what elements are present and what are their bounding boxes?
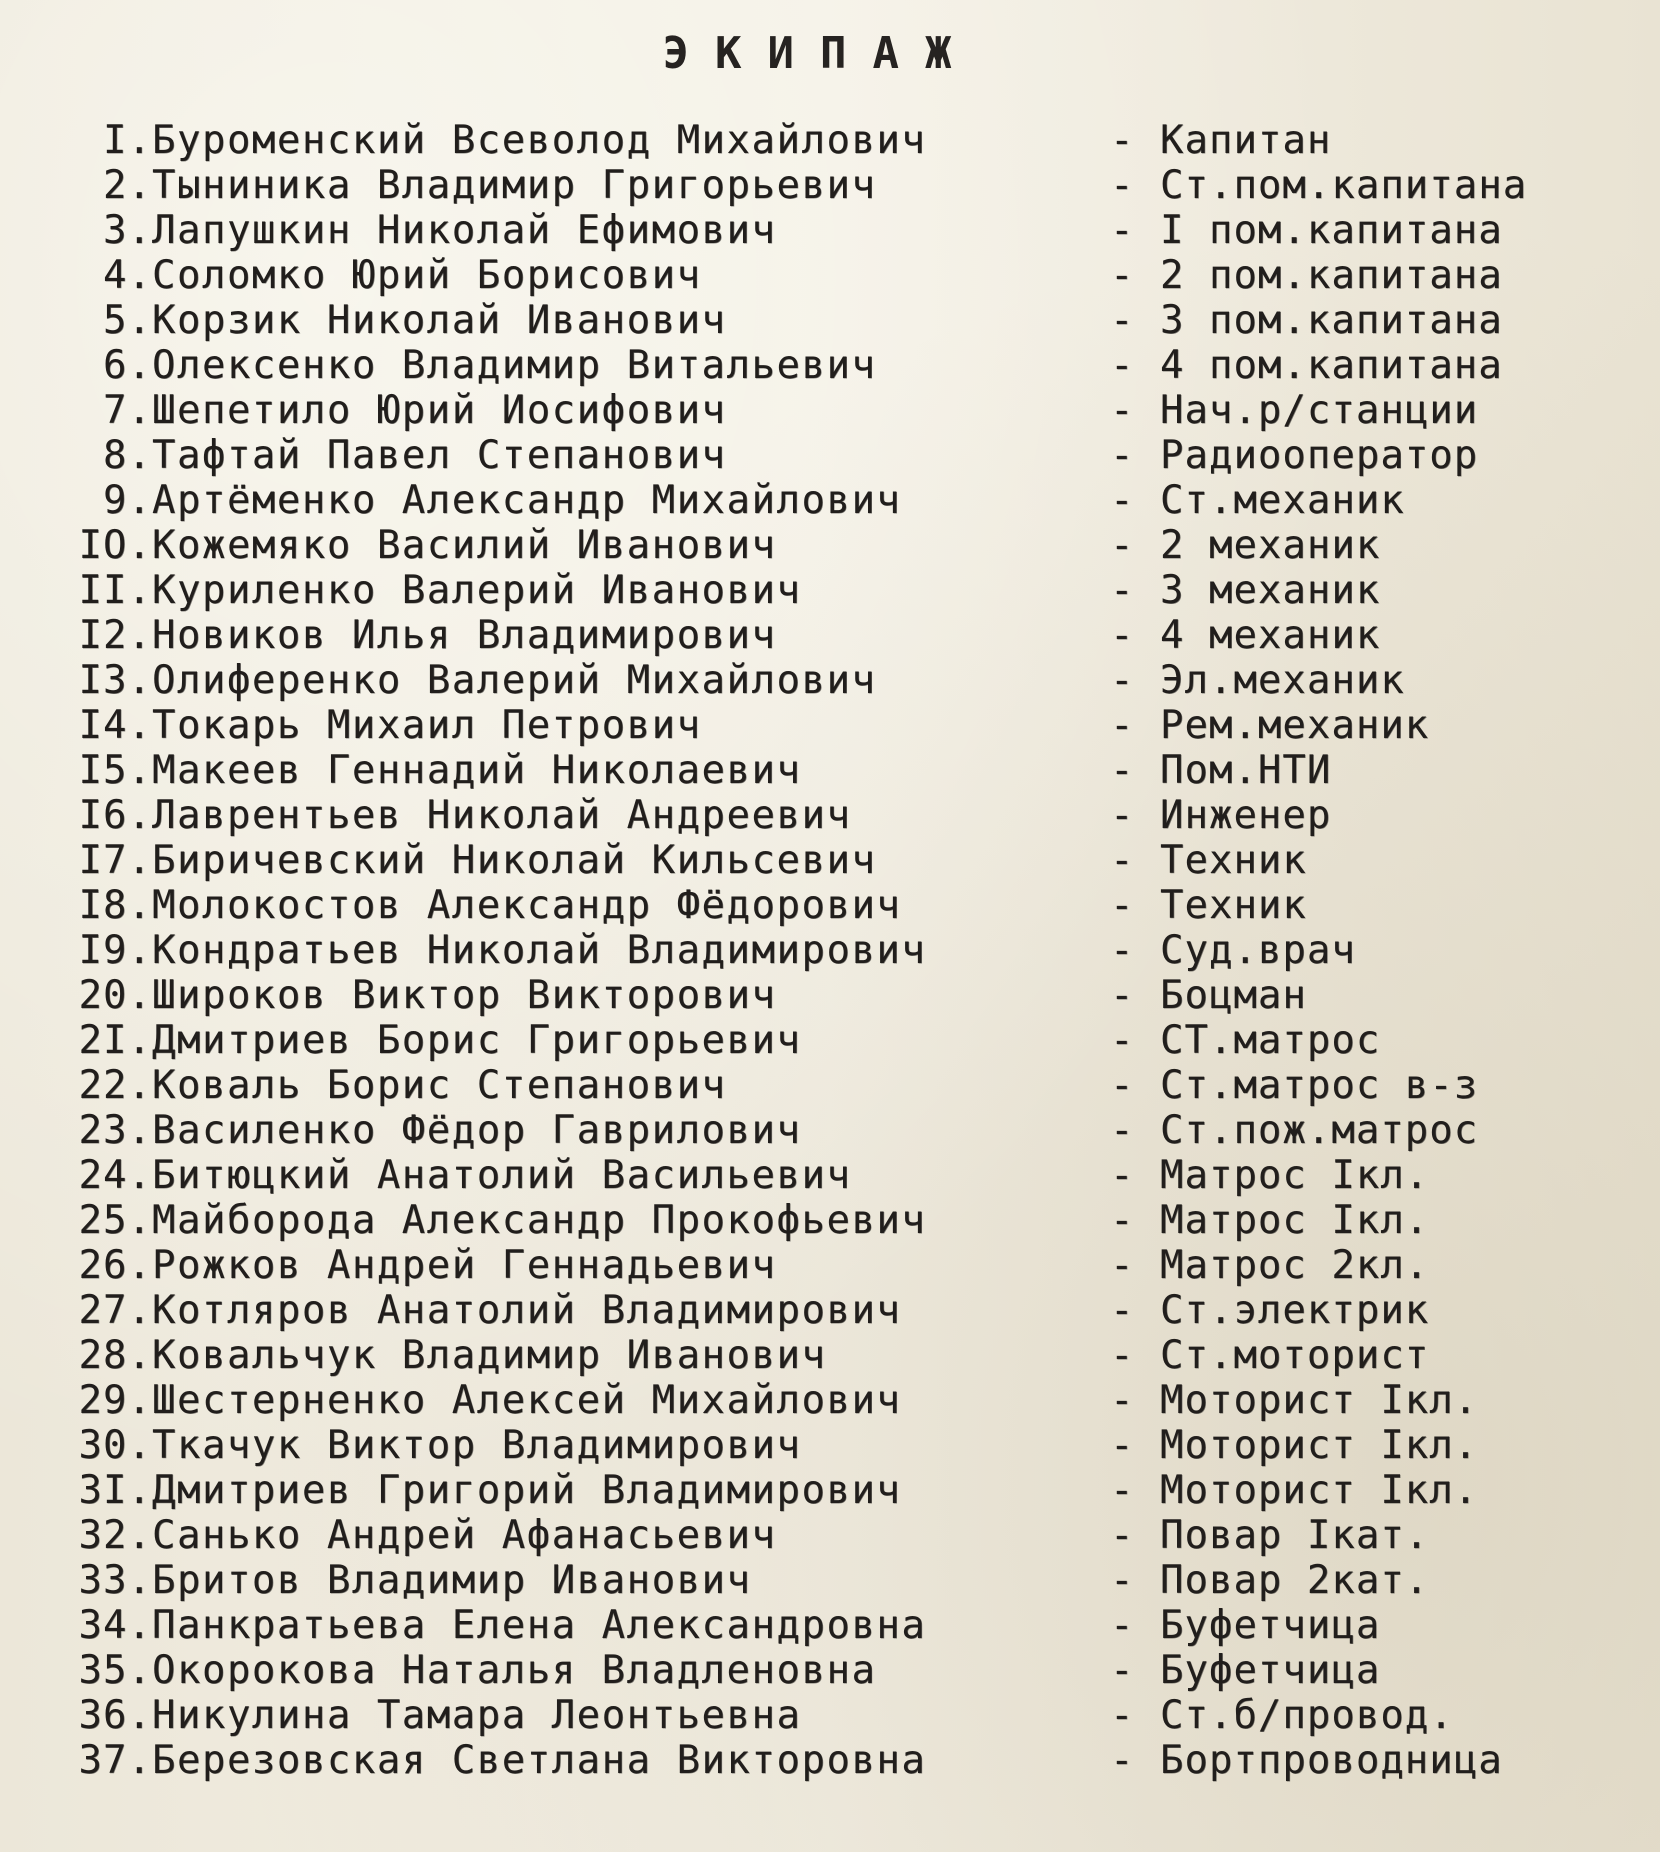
crew-name: Шестерненко Алексей Михайлович: [152, 1378, 902, 1423]
crew-number: I5.: [78, 748, 152, 793]
dash-separator: -: [1110, 613, 1134, 658]
crew-name: Дмитриев Григорий Владимирович: [152, 1468, 902, 1513]
crew-role: Буфетчица: [1160, 1648, 1381, 1693]
crew-name: Молокостов Александр Фёдорович: [152, 883, 902, 928]
crew-number: I2.: [78, 613, 152, 658]
crew-role: 4 механик: [1160, 613, 1381, 658]
crew-row: [30, 1063, 1630, 1108]
crew-number: 5.: [103, 298, 152, 343]
crew-list: [30, 118, 1630, 1783]
dash-separator: -: [1110, 1063, 1134, 1108]
crew-role: Радиооператор: [1160, 433, 1479, 478]
crew-number: I3.: [78, 658, 152, 703]
crew-name: Кожемяко Василий Иванович: [152, 523, 777, 568]
crew-number: 27.: [78, 1288, 152, 1333]
crew-name: Соломко Юрий Борисович: [152, 253, 702, 298]
crew-role: 3 пом.капитана: [1160, 298, 1503, 343]
crew-name: Березовская Светлана Викторовна: [152, 1738, 927, 1783]
crew-row: [30, 1153, 1630, 1198]
crew-role: Пом.НТИ: [1160, 748, 1332, 793]
dash-separator: -: [1110, 703, 1134, 748]
dash-separator: -: [1110, 343, 1134, 388]
crew-row: [30, 253, 1630, 298]
dash-separator: -: [1110, 1018, 1134, 1063]
crew-number: 33.: [78, 1558, 152, 1603]
crew-name: Шепетило Юрий Иосифович: [152, 388, 727, 433]
crew-row: [30, 748, 1630, 793]
crew-number: 28.: [78, 1333, 152, 1378]
crew-role: Техник: [1160, 838, 1307, 883]
dash-separator: -: [1110, 1108, 1134, 1153]
crew-row: [30, 883, 1630, 928]
crew-number: I7.: [78, 838, 152, 883]
crew-row: [30, 973, 1630, 1018]
dash-separator: -: [1110, 748, 1134, 793]
crew-name: Бритов Владимир Иванович: [152, 1558, 752, 1603]
crew-role: Ст.механик: [1160, 478, 1405, 523]
crew-name: Санько Андрей Афанасьевич: [152, 1513, 777, 1558]
crew-row: [30, 838, 1630, 883]
crew-row: [30, 298, 1630, 343]
crew-row: [30, 208, 1630, 253]
crew-number: I6.: [78, 793, 152, 838]
dash-separator: -: [1110, 1198, 1134, 1243]
crew-role: Буфетчица: [1160, 1603, 1381, 1648]
crew-name: Тыниника Владимир Григорьевич: [152, 163, 877, 208]
crew-role: Суд.врач: [1160, 928, 1356, 973]
crew-name: Ткачук Виктор Владимирович: [152, 1423, 802, 1468]
dash-separator: -: [1110, 1468, 1134, 1513]
crew-name: Рожков Андрей Геннадьевич: [152, 1243, 777, 1288]
crew-row: [30, 1108, 1630, 1153]
dash-separator: -: [1110, 163, 1134, 208]
crew-name: Широков Виктор Викторович: [152, 973, 777, 1018]
crew-number: 36.: [78, 1693, 152, 1738]
crew-row: [30, 1468, 1630, 1513]
dash-separator: -: [1110, 298, 1134, 343]
document-title: ЭКИПАЖ: [662, 28, 978, 79]
crew-name: Олексенко Владимир Витальевич: [152, 343, 877, 388]
crew-name: Никулина Тамара Леонтьевна: [152, 1693, 802, 1738]
crew-role: Матрос 2кл.: [1160, 1243, 1430, 1288]
crew-row: [30, 1423, 1630, 1468]
crew-role: Моторист Iкл.: [1160, 1468, 1479, 1513]
dash-separator: -: [1110, 1288, 1134, 1333]
dash-separator: -: [1110, 1648, 1134, 1693]
crew-role: Рем.механик: [1160, 703, 1430, 748]
crew-role: 2 механик: [1160, 523, 1381, 568]
dash-separator: -: [1110, 1333, 1134, 1378]
crew-row: [30, 523, 1630, 568]
crew-name: Окорокова Наталья Владленовна: [152, 1648, 877, 1693]
crew-name: Новиков Илья Владимирович: [152, 613, 777, 658]
dash-separator: -: [1110, 1243, 1134, 1288]
dash-separator: -: [1110, 658, 1134, 703]
crew-role: Ст.моторист: [1160, 1333, 1430, 1378]
crew-role: 4 пом.капитана: [1160, 343, 1503, 388]
crew-role: Боцман: [1160, 973, 1307, 1018]
crew-number: 30.: [78, 1423, 152, 1468]
crew-row: [30, 928, 1630, 973]
dash-separator: -: [1110, 523, 1134, 568]
crew-role: Ст.пож.матрос: [1160, 1108, 1479, 1153]
crew-number: 3I.: [78, 1468, 152, 1513]
dash-separator: -: [1110, 253, 1134, 298]
crew-role: Капитан: [1160, 118, 1332, 163]
crew-role: Ст.матрос в-з: [1160, 1063, 1479, 1108]
dash-separator: -: [1110, 208, 1134, 253]
dash-separator: -: [1110, 478, 1134, 523]
crew-role: Инженер: [1160, 793, 1332, 838]
dash-separator: -: [1110, 1378, 1134, 1423]
crew-row: [30, 1333, 1630, 1378]
crew-name: Артёменко Александр Михайлович: [152, 478, 902, 523]
crew-name: Василенко Фёдор Гаврилович: [152, 1108, 802, 1153]
crew-role: I пом.капитана: [1160, 208, 1503, 253]
crew-role: Ст.пом.капитана: [1160, 163, 1528, 208]
crew-number: 2.: [103, 163, 152, 208]
crew-number: 23.: [78, 1108, 152, 1153]
crew-row: [30, 1558, 1630, 1603]
crew-row: [30, 1378, 1630, 1423]
crew-role: Матрос Iкл.: [1160, 1153, 1430, 1198]
crew-name: Буроменский Всеволод Михайлович: [152, 118, 927, 163]
crew-role: Повар 2кат.: [1160, 1558, 1430, 1603]
crew-name: Битюцкий Анатолий Васильевич: [152, 1153, 852, 1198]
crew-number: IO.: [78, 523, 152, 568]
crew-number: I8.: [78, 883, 152, 928]
crew-row: [30, 793, 1630, 838]
crew-role: Моторист Iкл.: [1160, 1378, 1479, 1423]
crew-name: Куриленко Валерий Иванович: [152, 568, 802, 613]
crew-number: 20.: [78, 973, 152, 1018]
dash-separator: -: [1110, 1603, 1134, 1648]
dash-separator: -: [1110, 118, 1134, 163]
crew-role: Ст.электрик: [1160, 1288, 1430, 1333]
dash-separator: -: [1110, 1693, 1134, 1738]
crew-row: [30, 1738, 1630, 1783]
dash-separator: -: [1110, 883, 1134, 928]
crew-name: Коваль Борис Степанович: [152, 1063, 727, 1108]
crew-row: [30, 433, 1630, 478]
crew-row: [30, 343, 1630, 388]
crew-row: [30, 478, 1630, 523]
dash-separator: -: [1110, 838, 1134, 883]
dash-separator: -: [1110, 1738, 1134, 1783]
crew-role: Ст.б/провод.: [1160, 1693, 1454, 1738]
crew-row: [30, 1693, 1630, 1738]
crew-row: [30, 568, 1630, 613]
crew-number: 32.: [78, 1513, 152, 1558]
crew-number: 35.: [78, 1648, 152, 1693]
crew-role: Бортпроводница: [1160, 1738, 1503, 1783]
dash-separator: -: [1110, 433, 1134, 478]
crew-number: 34.: [78, 1603, 152, 1648]
crew-row: [30, 1513, 1630, 1558]
crew-role: СТ.матрос: [1160, 1018, 1381, 1063]
crew-number: I4.: [78, 703, 152, 748]
crew-row: [30, 1648, 1630, 1693]
dash-separator: -: [1110, 973, 1134, 1018]
dash-separator: -: [1110, 1423, 1134, 1468]
crew-name: Токарь Михаил Петрович: [152, 703, 702, 748]
crew-name: Лаврентьев Николай Андреевич: [152, 793, 852, 838]
crew-number: 24.: [78, 1153, 152, 1198]
crew-row: [30, 163, 1630, 208]
crew-name: Биричевский Николай Кильсевич: [152, 838, 877, 883]
crew-name: Котляров Анатолий Владимирович: [152, 1288, 902, 1333]
crew-number: 2I.: [78, 1018, 152, 1063]
crew-number: 8.: [103, 433, 152, 478]
crew-row: [30, 613, 1630, 658]
crew-number: I9.: [78, 928, 152, 973]
crew-role: 2 пом.капитана: [1160, 253, 1503, 298]
dash-separator: -: [1110, 1153, 1134, 1198]
crew-name: Дмитриев Борис Григорьевич: [152, 1018, 802, 1063]
crew-role: Техник: [1160, 883, 1307, 928]
crew-row: [30, 658, 1630, 703]
crew-role: Матрос Iкл.: [1160, 1198, 1430, 1243]
crew-number: 26.: [78, 1243, 152, 1288]
crew-number: 29.: [78, 1378, 152, 1423]
crew-name: Ковальчук Владимир Иванович: [152, 1333, 827, 1378]
crew-number: 37.: [78, 1738, 152, 1783]
crew-row: [30, 1603, 1630, 1648]
crew-name: Панкратьева Елена Александровна: [152, 1603, 927, 1648]
crew-number: 22.: [78, 1063, 152, 1108]
crew-number: 4.: [103, 253, 152, 298]
crew-number: 3.: [103, 208, 152, 253]
crew-role: Повар Iкат.: [1160, 1513, 1430, 1558]
crew-row: [30, 1198, 1630, 1243]
crew-number: II.: [78, 568, 152, 613]
crew-role: Эл.механик: [1160, 658, 1405, 703]
crew-row: [30, 703, 1630, 748]
dash-separator: -: [1110, 793, 1134, 838]
crew-role: Моторист Iкл.: [1160, 1423, 1479, 1468]
crew-number: 7.: [103, 388, 152, 433]
crew-row: [30, 1288, 1630, 1333]
crew-row: [30, 118, 1630, 163]
crew-number: I.: [103, 118, 152, 163]
crew-row: [30, 1243, 1630, 1288]
crew-role: 3 механик: [1160, 568, 1381, 613]
crew-number: 9.: [103, 478, 152, 523]
crew-name: Корзик Николай Иванович: [152, 298, 727, 343]
crew-name: Олиференко Валерий Михайлович: [152, 658, 877, 703]
dash-separator: -: [1110, 928, 1134, 973]
dash-separator: -: [1110, 1513, 1134, 1558]
crew-role: Нач.р/станции: [1160, 388, 1479, 433]
crew-name: Кондратьев Николай Владимирович: [152, 928, 927, 973]
dash-separator: -: [1110, 1558, 1134, 1603]
dash-separator: -: [1110, 568, 1134, 613]
crew-row: [30, 1018, 1630, 1063]
crew-name: Макеев Геннадий Николаевич: [152, 748, 802, 793]
crew-name: Тафтай Павел Степанович: [152, 433, 727, 478]
crew-row: [30, 388, 1630, 433]
crew-number: 25.: [78, 1198, 152, 1243]
crew-name: Майборода Александр Прокофьевич: [152, 1198, 927, 1243]
crew-number: 6.: [103, 343, 152, 388]
crew-name: Лапушкин Николай Ефимович: [152, 208, 777, 253]
dash-separator: -: [1110, 388, 1134, 433]
